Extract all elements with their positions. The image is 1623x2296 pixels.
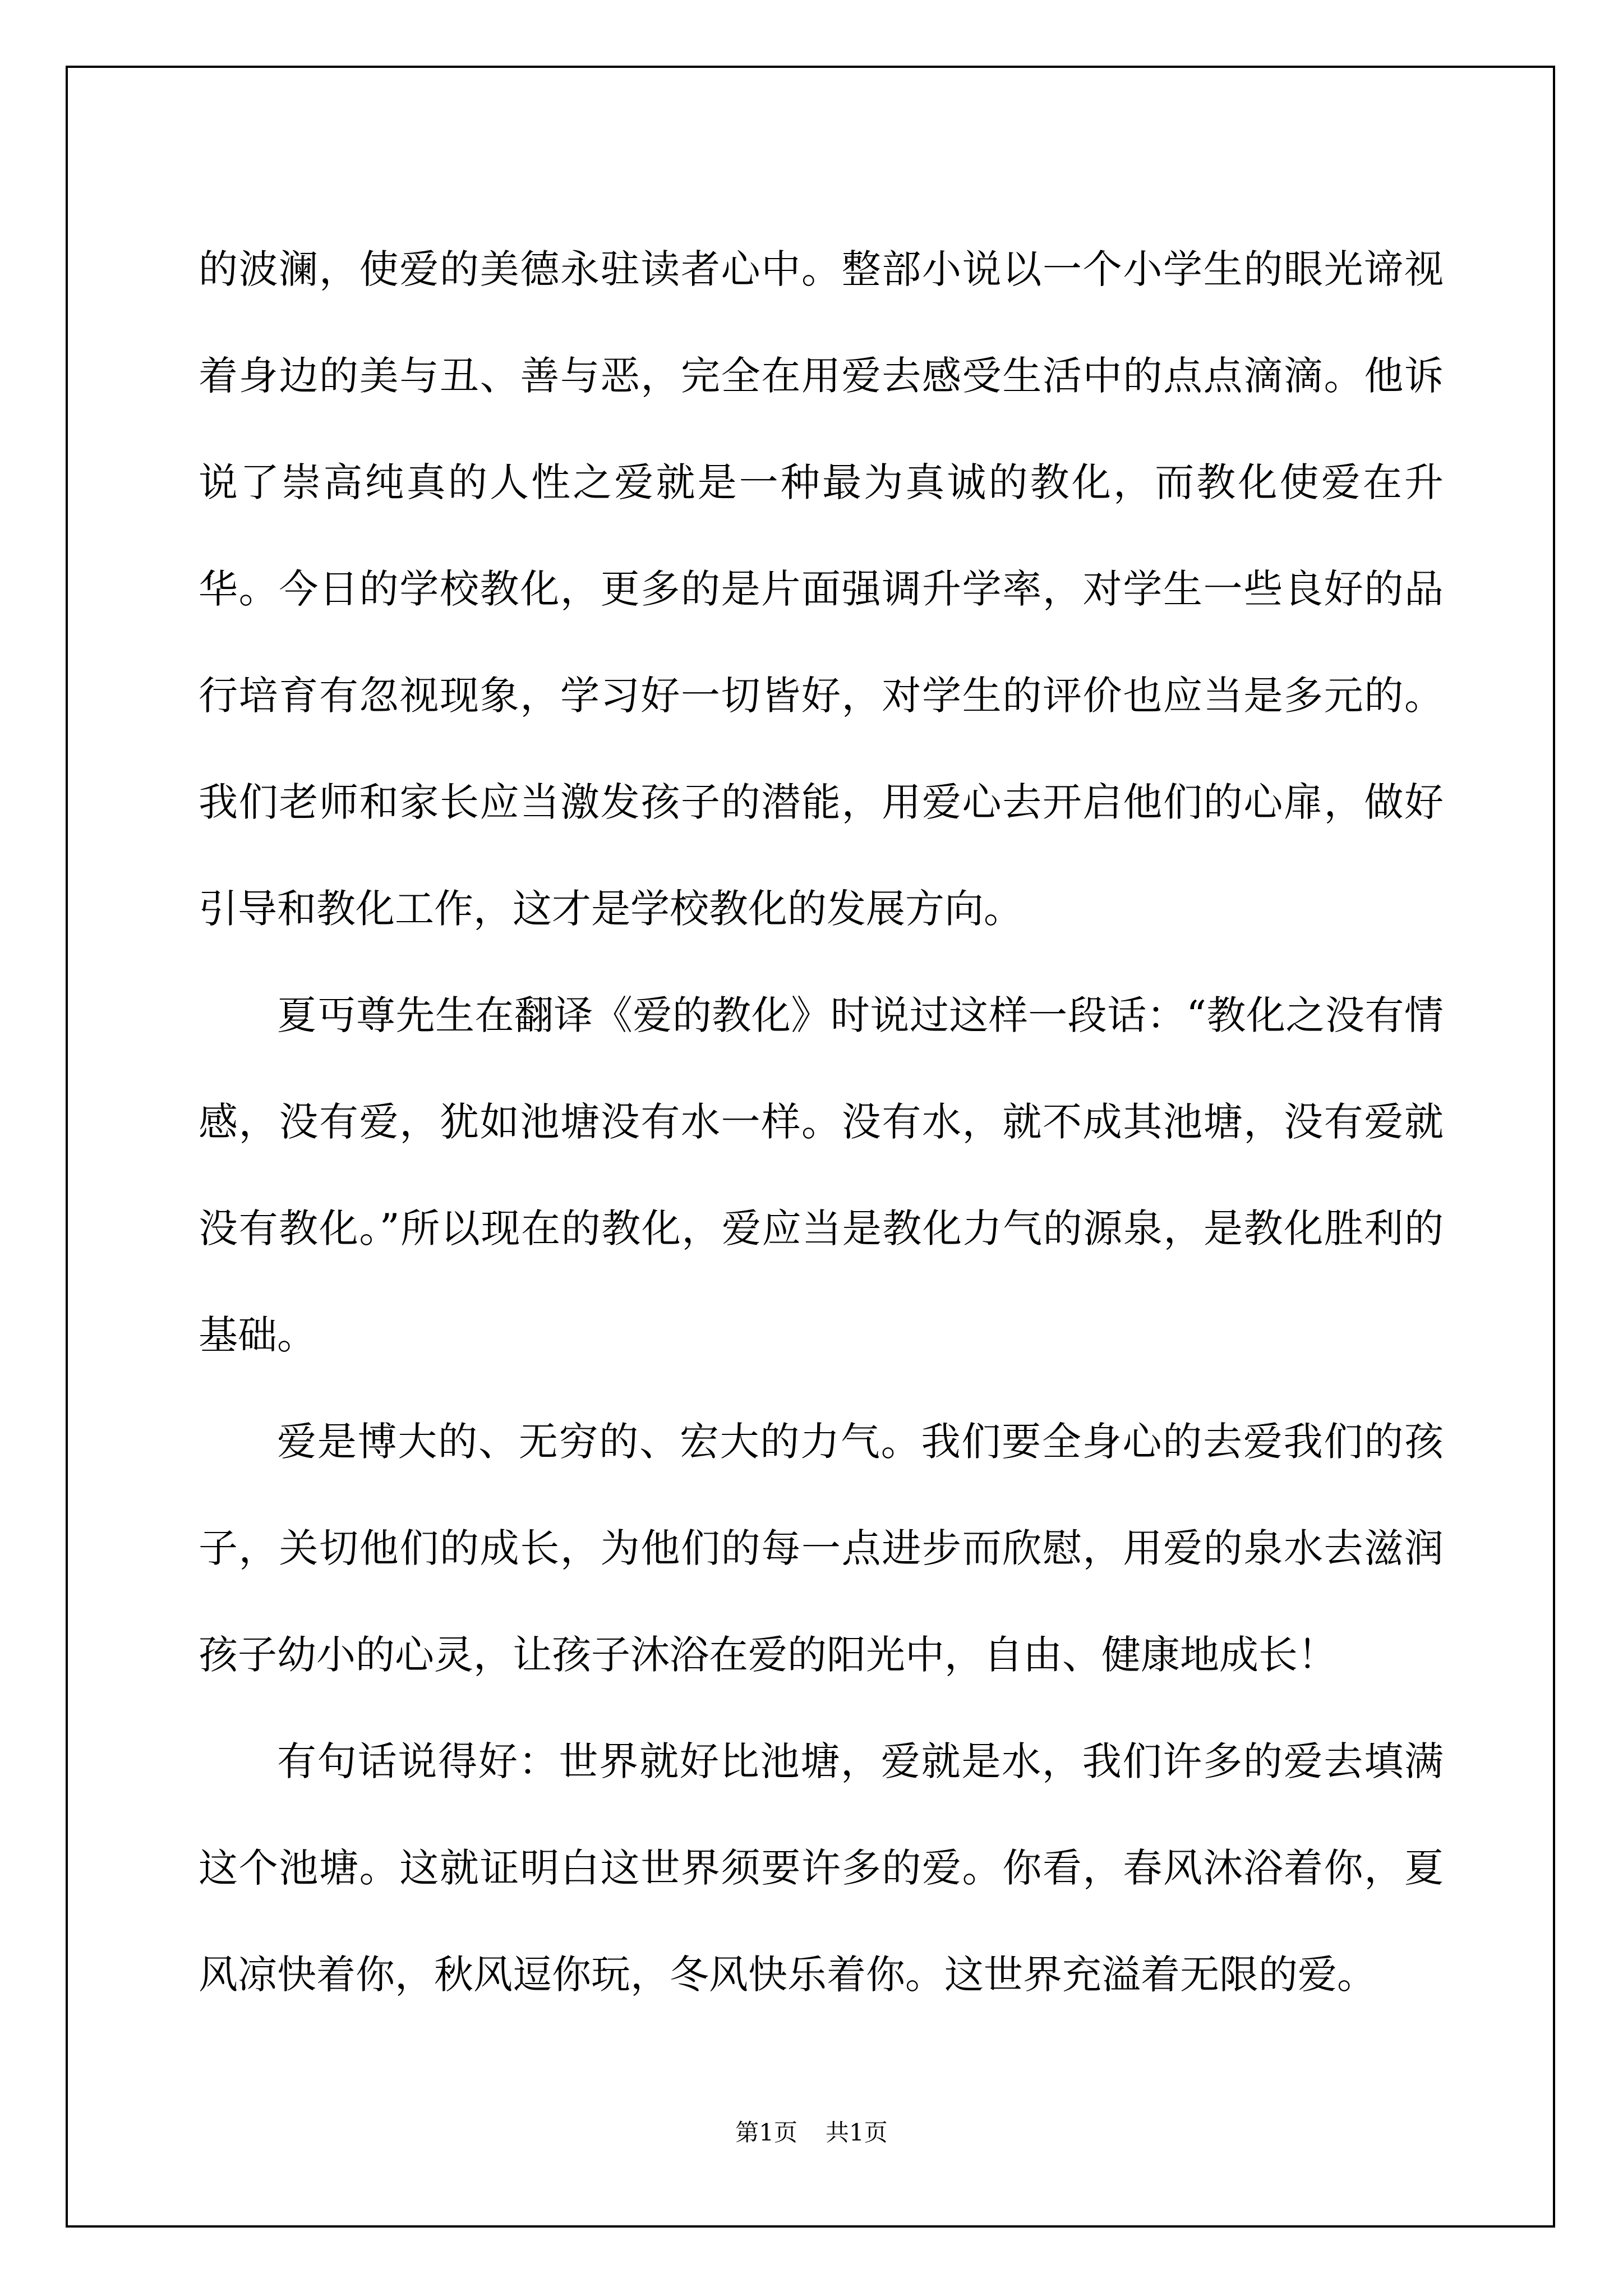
paragraph-4: 有句话说得好：世界就好比池塘，爱就是水，我们许多的爱去填满这个池塘。这就证明白这世界须要许多的爱。你看，春风沐浴着你，夏风凉快着你，秋风逗你玩，冬风快乐着你。这世界充溢着无限的爱。: [199, 1738, 1444, 1998]
paragraph-1: 的波澜，使爱的美德永驻读者心中。整部小说以一个小学生的眼光谛视着身边的美与丑、善与恶，完全在用爱去感受生活中的点点滴滴。他诉说了崇高纯真的人性之爱就是一种最为真诚的教化，而教化使爱在升华。今日的学校教化，更多的是片面强调升学率，对学生一些良好的品行培育有忽视现象，学习好一切皆好，对学生的评价也应当是多元的。我们老师和家长应当激发孩子的潜能，用爱心去开启他们的心扉，做好引导和教化工作，这才是学校教化的发展方向。: [199, 246, 1444, 932]
page-number-current: 第1页: [735, 2119, 797, 2146]
paragraph-2: 夏丏尊先生在翻译《爱的教化》时说过这样一段话：“教化之没有情感，没有爱，犹如池塘没有水一样。没有水，就不成其池塘，没有爱就没有教化。”所以现在的教化，爱应当是教化力气的源泉，是教化胜利的基础。: [199, 992, 1444, 1358]
paragraph-3: 爱是博大的、无穷的、宏大的力气。我们要全身心的去爱我们的孩子，关切他们的成长，为他们的每一点进步而欣慰，用爱的泉水去滋润孩子幼小的心灵，让孩子沐浴在爱的阳光中，自由、健康地成长！: [199, 1419, 1444, 1678]
document-body: [199, 216, 1444, 2028]
page-footer: [0, 2116, 1623, 2150]
page-number-total: 共1页: [826, 2119, 888, 2146]
